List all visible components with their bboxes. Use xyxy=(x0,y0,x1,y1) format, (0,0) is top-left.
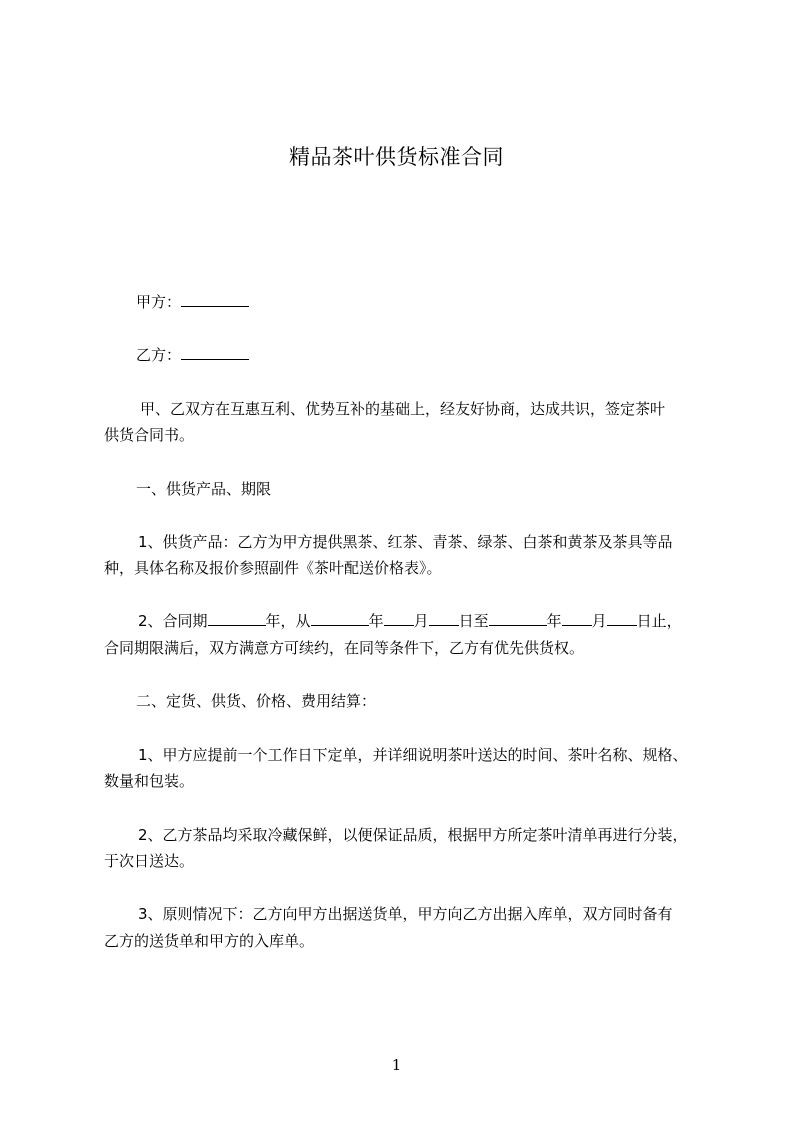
party-b-blank[interactable] xyxy=(181,345,249,360)
document-title: 精品茶叶供货标准合同 xyxy=(289,145,504,169)
section1-heading: 一、供货产品、期限 xyxy=(136,480,272,498)
section2-heading: 二、定货、供货、价格、费用结算： xyxy=(136,692,377,710)
intro-line-1: 甲、乙双方在互惠互利、优势互补的基础上，经友好协商，达成共识，签定茶叶 xyxy=(140,400,666,418)
section2-item1-line-2: 数量和包装。 xyxy=(104,772,195,790)
start-month-label: 月 xyxy=(413,612,429,630)
end-month-blank[interactable] xyxy=(562,611,592,626)
end-month-label: 月 xyxy=(591,612,607,630)
section2-item3-line-1: 3、原则情况下：乙方向甲方出据送货单，甲方向乙方出据入库单，双方同时备有 xyxy=(138,905,673,923)
end-year-blank[interactable] xyxy=(489,611,547,626)
party-a-blank[interactable] xyxy=(181,292,249,307)
start-day-label: 日至 xyxy=(458,612,489,630)
contract-from-label: 年，从 xyxy=(265,612,311,630)
intro-line-2: 供货合同书。 xyxy=(104,426,195,444)
start-year-label: 年 xyxy=(368,612,384,630)
section2-item1-line-1: 1、甲方应提前一个工作日下定单，并详细说明茶叶送达的时间、茶叶名称、规格、 xyxy=(138,746,688,764)
section1-item1-line-1: 1、供货产品：乙方为甲方提供黑茶、红茶、青茶、绿茶、白茶和黄茶及茶具等品 xyxy=(138,533,673,551)
section2-item3-line-2: 乙方的送货单和甲方的入库单。 xyxy=(104,932,315,950)
section1-item2-line-2: 合同期限满后，双方满意方可续约，在同等条件下，乙方有优先供货权。 xyxy=(104,639,585,657)
contract-period-prefix: 2、合同期 xyxy=(138,612,208,630)
section2-item2-line-2: 于次日送达。 xyxy=(104,852,195,870)
party-a-line xyxy=(136,292,249,312)
end-day-label: 日止， xyxy=(636,612,682,630)
party-b-line xyxy=(136,345,249,365)
party-b-label: 乙方： xyxy=(136,346,182,364)
start-year-blank[interactable] xyxy=(311,611,369,626)
start-month-blank[interactable] xyxy=(384,611,414,626)
start-day-blank[interactable] xyxy=(429,611,459,626)
party-a-label: 甲方： xyxy=(136,293,182,311)
end-day-blank[interactable] xyxy=(607,611,637,626)
section1-item2-line-1 xyxy=(138,611,682,631)
section1-item1-line-2: 种，具体名称及报价参照副件《茶叶配送价格表》。 xyxy=(104,559,442,577)
page-number: 1 xyxy=(391,1056,402,1074)
contract-years-blank[interactable] xyxy=(208,611,266,626)
end-year-label: 年 xyxy=(546,612,562,630)
section2-item2-line-1: 2、乙方茶品均采取冷藏保鲜，以便保证品质，根据甲方所定茶叶清单再进行分装， xyxy=(138,826,688,844)
